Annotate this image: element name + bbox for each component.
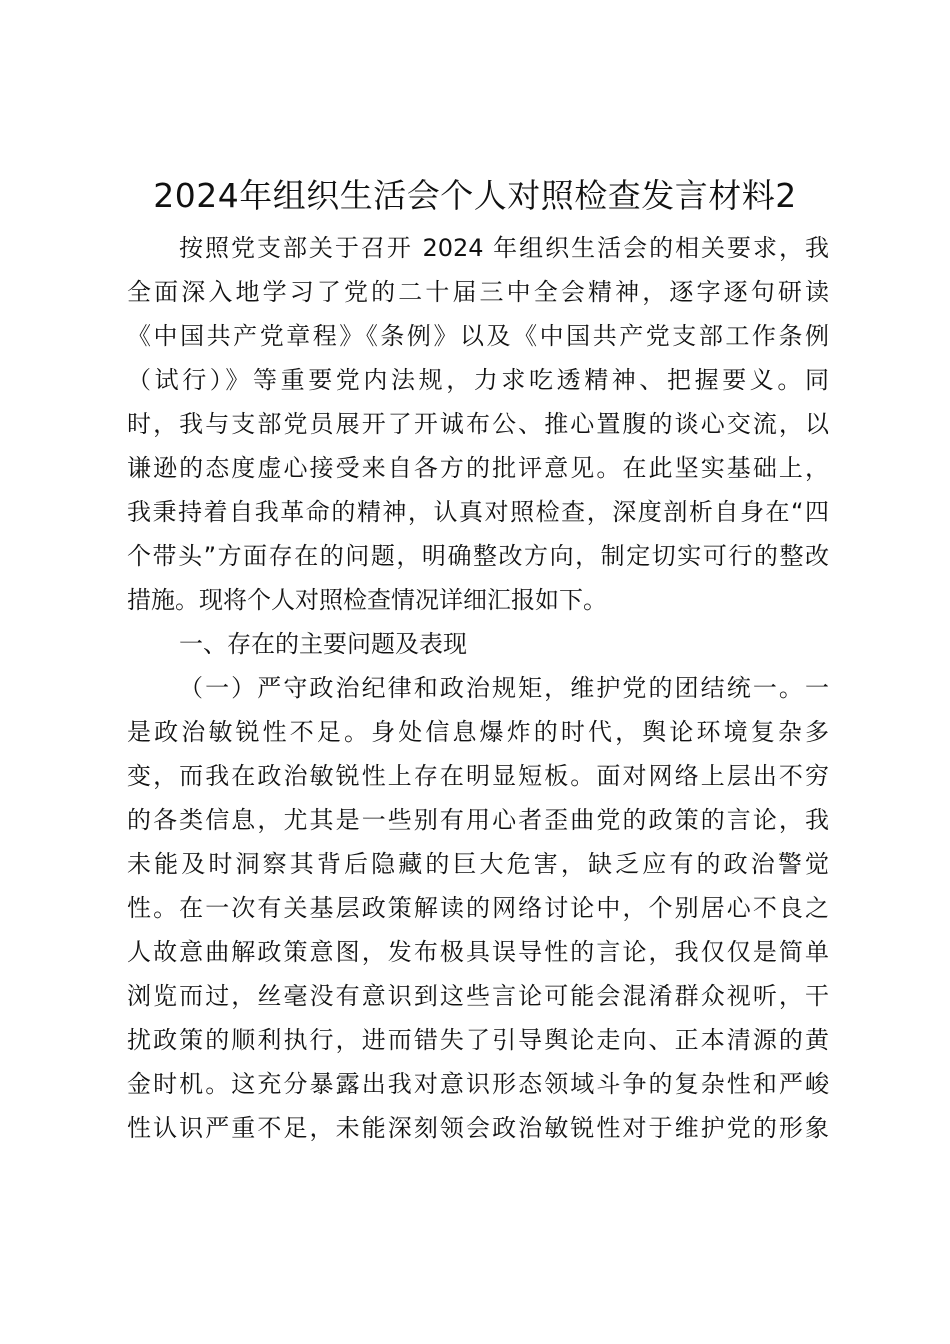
paragraph-line: 浏览而过，丝毫没有意识到这些言论可能会混淆群众视听，干 [127,982,829,1010]
paragraph-line: 按照党支部关于召开 2024 年组织生活会的相关要求，我 [179,234,829,262]
paragraph-line: 时，我与支部党员展开了开诚布公、推心置腹的谈心交流，以 [127,410,829,438]
paragraph-line: 金时机。这充分暴露出我对意识形态领域斗争的复杂性和严峻 [127,1070,829,1098]
paragraph-line: 变，而我在政治敏锐性上存在明显短板。面对网络上层出不穷 [127,762,829,790]
paragraph-line: 扰政策的顺利执行，进而错失了引导舆论走向、正本清源的黄 [127,1026,829,1054]
paragraph-line: 未能及时洞察其背后隐藏的巨大危害，缺乏应有的政治警觉 [127,850,829,878]
paragraph-line: 全面深入地学习了党的二十届三中全会精神，逐字逐句研读 [127,278,829,306]
paragraph-line: 的各类信息，尤其是一些别有用心者歪曲党的政策的言论，我 [127,806,829,834]
paragraph-line: 是政治敏锐性不足。身处信息爆炸的时代，舆论环境复杂多 [127,718,829,746]
paragraph-line: 我秉持着自我革命的精神，认真对照检查，深度剖析自身在“四 [127,498,829,526]
paragraph-line: （一）严守政治纪律和政治规矩，维护党的团结统一。一 [179,674,829,702]
section-heading: 一、存在的主要问题及表现 [179,630,467,658]
paragraph-line: 《中国共产党章程》《条例》以及《中国共产党支部工作条例 [127,322,829,350]
paragraph-line: 措施。现将个人对照检查情况详细汇报如下。 [127,586,607,614]
document-title: 2024年组织生活会个人对照检查发言材料2 [153,176,797,215]
paragraph-line: （试行）》等重要党内法规，力求吃透精神、把握要义。同 [127,366,829,394]
document-body [127,226,829,1150]
paragraph-line: 性认识严重不足，未能深刻领会政治敏锐性对于维护党的形象 [127,1114,829,1142]
paragraph-line: 谦逊的态度虚心接受来自各方的批评意见。在此坚实基础上， [127,454,829,482]
paragraph-line: 个带头”方面存在的问题，明确整改方向，制定切实可行的整改 [127,542,829,570]
paragraph-line: 人故意曲解政策意图，发布极具误导性的言论，我仅仅是简单 [127,938,829,966]
paragraph-line: 性。在一次有关基层政策解读的网络讨论中，个别居心不良之 [127,894,829,922]
